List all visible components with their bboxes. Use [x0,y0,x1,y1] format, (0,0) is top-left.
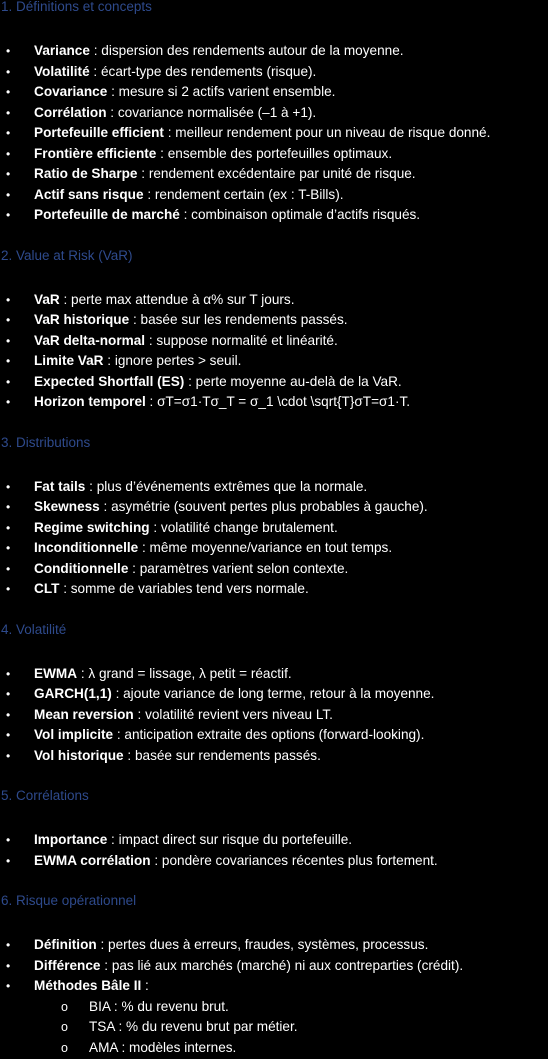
term: Variance [34,43,90,58]
bullet-icon: • [6,105,11,120]
list-item [0,164,548,185]
definition: : écart-type des rendements (risque). [89,63,317,79]
bullet-icon: • [6,208,11,222]
term: Vol historique [34,747,124,763]
term: Différence [34,957,101,973]
section-heading: 2. Value at Risk (VaR) [1,247,133,263]
list-item [0,331,548,352]
term: Conditionnelle [34,560,129,576]
term: Actif sans risque [34,186,144,202]
definition: : suppose normalité et linéarité. [145,332,338,348]
list-item [0,830,548,851]
term: Frontière efficiente [34,145,157,161]
definition: : perte moyenne au-delà de la VaR. [184,373,402,389]
bullet-icon: • [6,146,11,161]
bullet-icon: • [6,395,11,409]
definition: : pondère covariances récentes plus fortement. [150,852,438,868]
definition: : paramètres varient selon contexte. [128,560,349,576]
section-var [0,249,548,413]
section-heading: 5. Corrélations [1,788,89,803]
sub-item-text: AMA : modèles internes. [89,1039,237,1055]
definition: : combinaison optimale d’actifs risqués. [179,207,421,222]
definition: : pas lié aux marchés (marché) ni aux contreparties (crédit). [100,957,464,973]
section-definitions [0,0,548,226]
list-item [0,746,548,767]
list-item [0,62,548,83]
list-item [0,205,548,226]
bullet-icon: • [6,374,11,389]
definition: : volatilité revient vers niveau LT. [133,706,333,722]
list-item [0,684,548,705]
list-item [0,559,548,580]
bullet-icon: • [6,938,11,952]
term: Volatilité [34,63,90,79]
term: Limite VaR [34,353,104,368]
definition: : dispersion des rendements autour de la moyenne. [89,43,404,58]
list-item [0,372,548,393]
bullet-icon: • [6,126,11,140]
term: Ratio de Sharpe [34,166,138,181]
term: Définition [34,937,97,952]
list-item [0,497,548,518]
list-item [0,579,548,600]
bullet-icon: • [6,44,11,58]
section-heading: 6. Risque opérationnel [1,893,137,908]
definition: : pertes dues à erreurs, fraudes, systèmes, processus. [96,937,429,952]
definition: : basée sur les rendements passés. [129,312,348,327]
term: VaR [34,291,60,307]
bullet-icon: • [6,541,11,555]
term: Covariance [34,84,108,99]
list-item [0,351,548,372]
section-heading: 1. Définitions et concepts [1,0,152,14]
sub-item-text: BIA : % du revenu brut. [89,998,229,1014]
bullet-list [0,41,548,226]
bullet-icon: • [6,354,11,368]
list-item [0,310,548,331]
section-risque-operationnel [0,894,548,1059]
term: VaR historique [34,312,130,327]
definition: : ajoute variance de long terme, retour à la moyenne. [111,686,435,701]
list-item [0,851,548,872]
sub-list-item [0,1038,548,1059]
circle-bullet-icon: o [61,1040,68,1055]
term: Portefeuille de marché [34,207,180,222]
definition: : λ grand = lissage, λ petit = réactif. [77,665,292,681]
list-item [0,477,548,498]
definition: : impact direct sur risque du portefeuille. [107,832,353,847]
term: Vol implicite [34,727,114,742]
definition: : même moyenne/variance en tout temps. [138,540,393,555]
bullet-icon: • [6,979,11,993]
bullet-icon: • [6,500,11,514]
sub-list [0,997,548,1059]
definition: : covariance normalisée (–1 à +1). [106,104,317,120]
bullet-icon: • [6,687,11,701]
bullet-list [0,664,548,767]
term: Mean reversion [34,706,134,722]
list-item [0,518,548,539]
definition: : anticipation extraite des options (forward-looking). [113,727,425,742]
term: Skewness [34,499,100,514]
term: Fat tails [34,478,86,494]
definition: : basée sur rendements passés. [123,747,321,763]
list-item [0,185,548,206]
term: Portefeuille efficient [34,125,164,140]
list-item [0,103,548,124]
list-item [0,538,548,559]
bullet-icon: • [6,728,11,742]
bullet-icon: • [6,561,11,576]
list-item [0,41,548,62]
bullet-icon: • [6,313,11,327]
definition: : asymétrie (souvent pertes plus probables à gauche). [99,499,428,514]
term: EWMA corrélation [34,852,151,868]
list-item [0,725,548,746]
bullet-icon: • [6,666,11,681]
term: Importance [34,832,108,847]
bullet-list [0,830,548,871]
definition: : volatilité change brutalement. [149,519,338,535]
bullet-icon: • [6,187,11,202]
bullet-icon: • [6,853,11,868]
term: GARCH(1,1) [34,686,112,701]
term: CLT [34,581,60,596]
definition: : plus d’événements extrêmes que la normale. [85,478,368,494]
list-item [0,935,548,956]
bullet-list [0,477,548,600]
bullet-icon: • [6,748,11,763]
sub-item-text: TSA : % du revenu brut par métier. [89,1019,298,1035]
bullet-list [0,935,548,997]
list-item [0,664,548,685]
bullet-icon: • [6,292,11,307]
list-item [0,290,548,311]
bullet-icon: • [6,520,11,535]
definition: : σT=σ1·Tσ_T = σ_1 \cdot \sqrt{T}σT=σ1·T. [145,394,411,409]
definition: : ensemble des portefeuilles optimaux. [156,145,393,161]
bullet-list [0,290,548,413]
list-item [0,392,548,413]
sub-list-item [0,1017,548,1038]
term: EWMA [34,665,78,681]
bullet-icon: • [6,958,11,973]
section-correlations [0,789,548,871]
section-heading: 4. Volatilité [1,621,67,637]
list-item [0,82,548,103]
definition: : perte max attendue à α% sur T jours. [59,291,295,307]
term: Expected Shortfall (ES) [34,373,185,389]
bullet-icon: • [6,85,11,99]
definition: : rendement excédentaire par unité de risque. [137,166,416,181]
bullet-icon: • [6,64,11,79]
sub-list-item [0,997,548,1018]
definition: : rendement certain (ex : T-Bills). [143,186,344,202]
list-item [0,123,548,144]
list-item [0,705,548,726]
definition: : [141,978,149,993]
section-volatilite [0,623,548,767]
bullet-icon: • [6,479,11,494]
section-distributions [0,436,548,600]
list-item [0,956,548,977]
term: Corrélation [34,104,107,120]
definition: : meilleur rendement pour un niveau de risque donné. [163,125,491,140]
bullet-icon: • [6,167,11,181]
bullet-icon: • [6,582,11,596]
list-item [0,144,548,165]
bullet-icon: • [6,333,11,348]
section-heading: 3. Distributions [1,434,91,450]
definition: : somme de variables tend vers normale. [59,581,309,596]
term: Inconditionnelle [34,540,139,555]
term: Méthodes Bâle II [34,978,142,993]
list-item [0,976,548,997]
term: Horizon temporel [34,394,146,409]
term: VaR delta-normal [34,332,146,348]
bullet-icon: • [6,707,11,722]
circle-bullet-icon: o [61,1020,68,1035]
term: Regime switching [34,519,150,535]
definition: : ignore pertes > seuil. [103,353,242,368]
definition: : mesure si 2 actifs varient ensemble. [107,84,336,99]
circle-bullet-icon: o [61,999,68,1014]
bullet-icon: • [6,833,11,847]
